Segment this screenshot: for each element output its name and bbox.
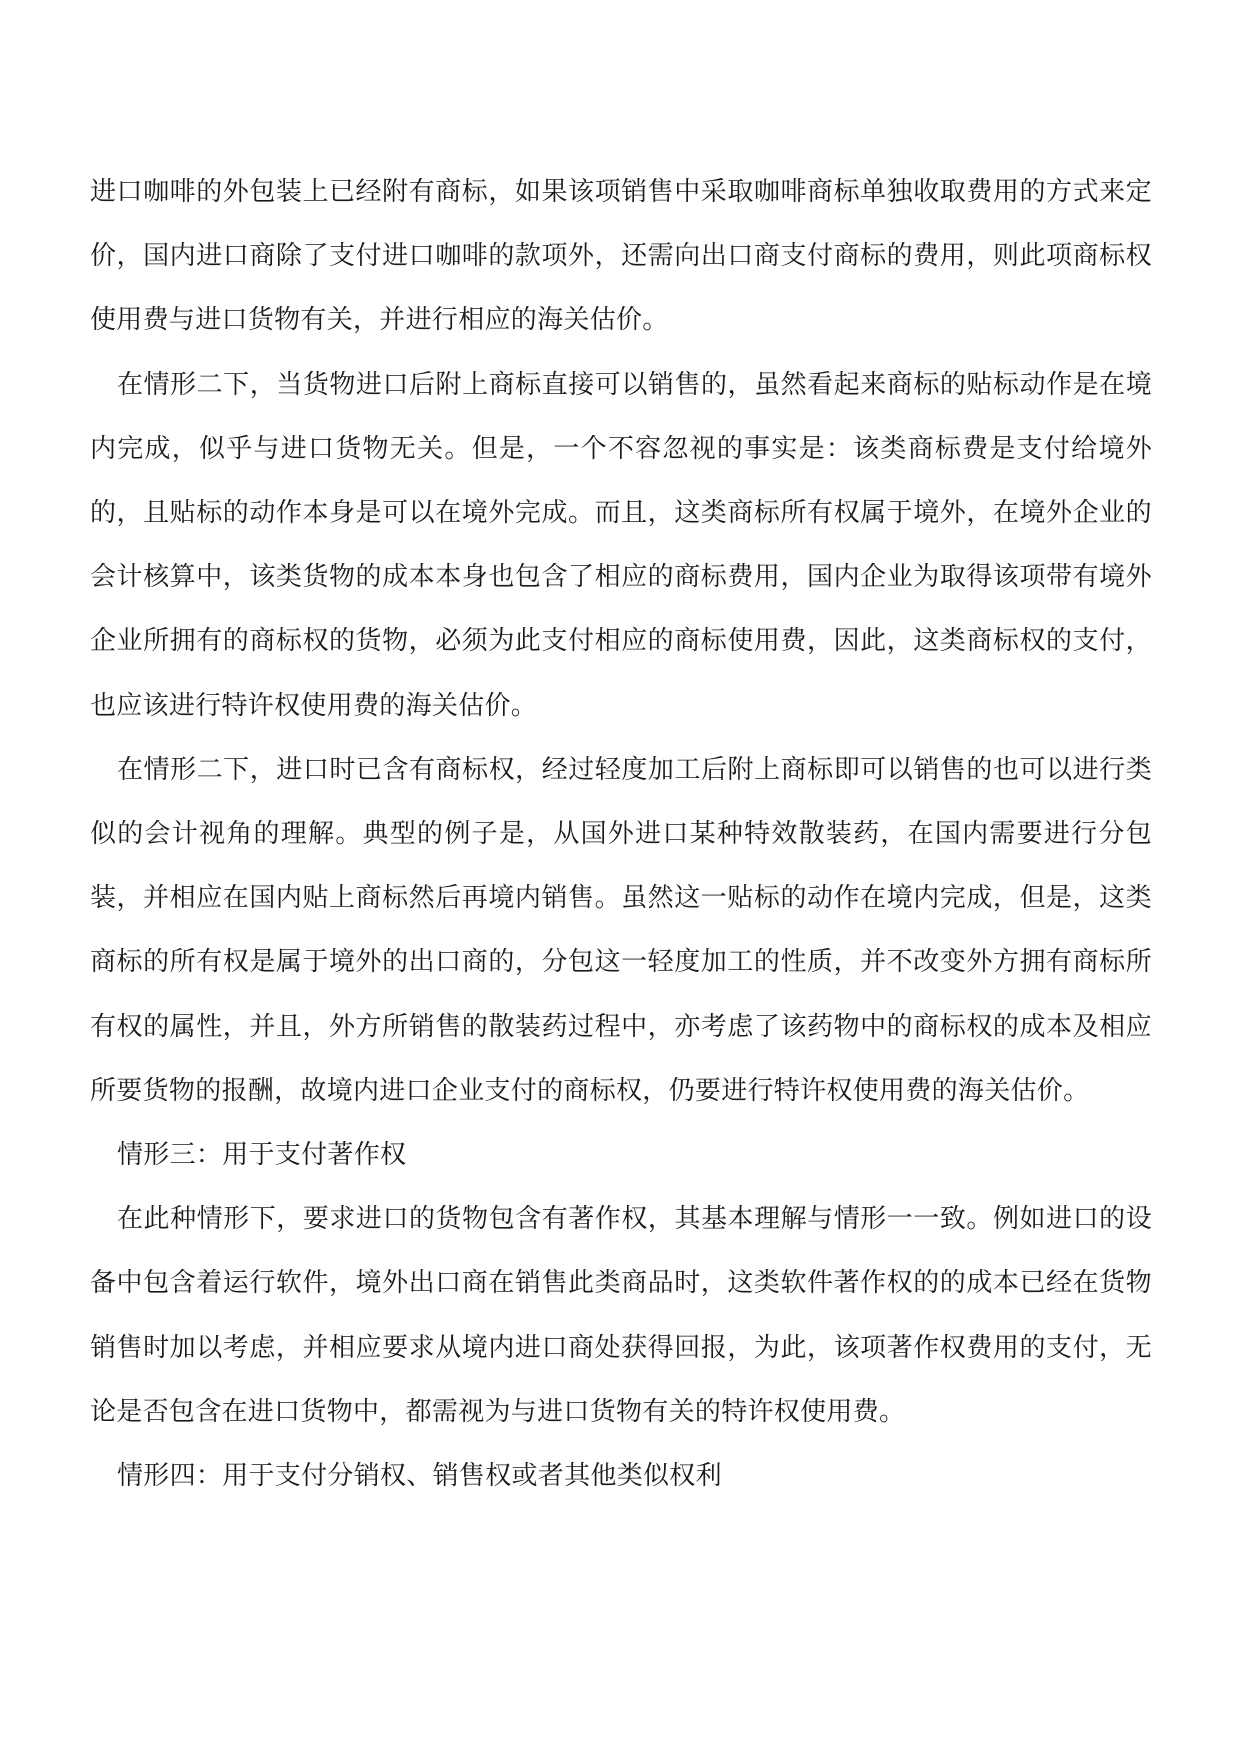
paragraph-copyright: 在此种情形下，要求进口的货物包含有著作权，其基本理解与情形一一致。例如进口的设备中包含着运行软件，境外出口商在销售此类商品时，这类软件著作权的的成本已经在货物销售时加以考虑，并相应要求从境内进口商处获得回报，为此，该项著作权费用的支付，无论是否包含在进口货物中，都需视为与进口货物有关的特许权使用费。 bbox=[90, 1204, 1152, 1427]
paragraph-situation-two-labeling: 在情形二下，当货物进口后附上商标直接可以销售的，虽然看起来商标的贴标动作是在境内完成，似乎与进口货物无关。但是，一个不容忽视的事实是：该类商标费是支付给境外的，且贴标的动作本身是可以在境外完成。而且，这类商标所有权属于境外，在境外企业的会计核算中，该类货物的成本本身也包含了相应的商标费用，国内企业为取得该项带有境外企业所拥有的商标权的货物，必须为此支付相应的商标使用费，因此，这类商标权的支付，也应该进行特许权使用费的海关估价。 bbox=[90, 369, 1152, 721]
heading-situation-three: 情形三：用于支付著作权 bbox=[117, 1140, 407, 1171]
document-page bbox=[90, 160, 1152, 1508]
paragraph-coffee-trademark: 进口咖啡的外包装上已经附有商标，如果该项销售中采取咖啡商标单独收取费用的方式来定价，国内进口商除了支付进口咖啡的款项外，还需向出口商支付商标的费用，则此项商标权使用费与进口货物有关，并进行相应的海关估价。 bbox=[90, 177, 1152, 336]
paragraph-situation-two-processing: 在情形二下，进口时已含有商标权，经过轻度加工后附上商标即可以销售的也可以进行类似的会计视角的理解。典型的例子是，从国外进口某种特效散装药，在国内需要进行分包装，并相应在国内贴上商标然后再境内销售。虽然这一贴标的动作在境内完成，但是，这类商标的所有权是属于境外的出口商的，分包这一轻度加工的性质，并不改变外方拥有商标所有权的属性，并且，外方所销售的散装药过程中，亦考虑了该药物中的商标权的成本及相应所要货物的报酬，故境内进口企业支付的商标权，仍要进行特许权使用费的海关估价。 bbox=[90, 754, 1152, 1106]
heading-situation-four: 情形四：用于支付分销权、销售权或者其他类似权利 bbox=[117, 1461, 722, 1492]
